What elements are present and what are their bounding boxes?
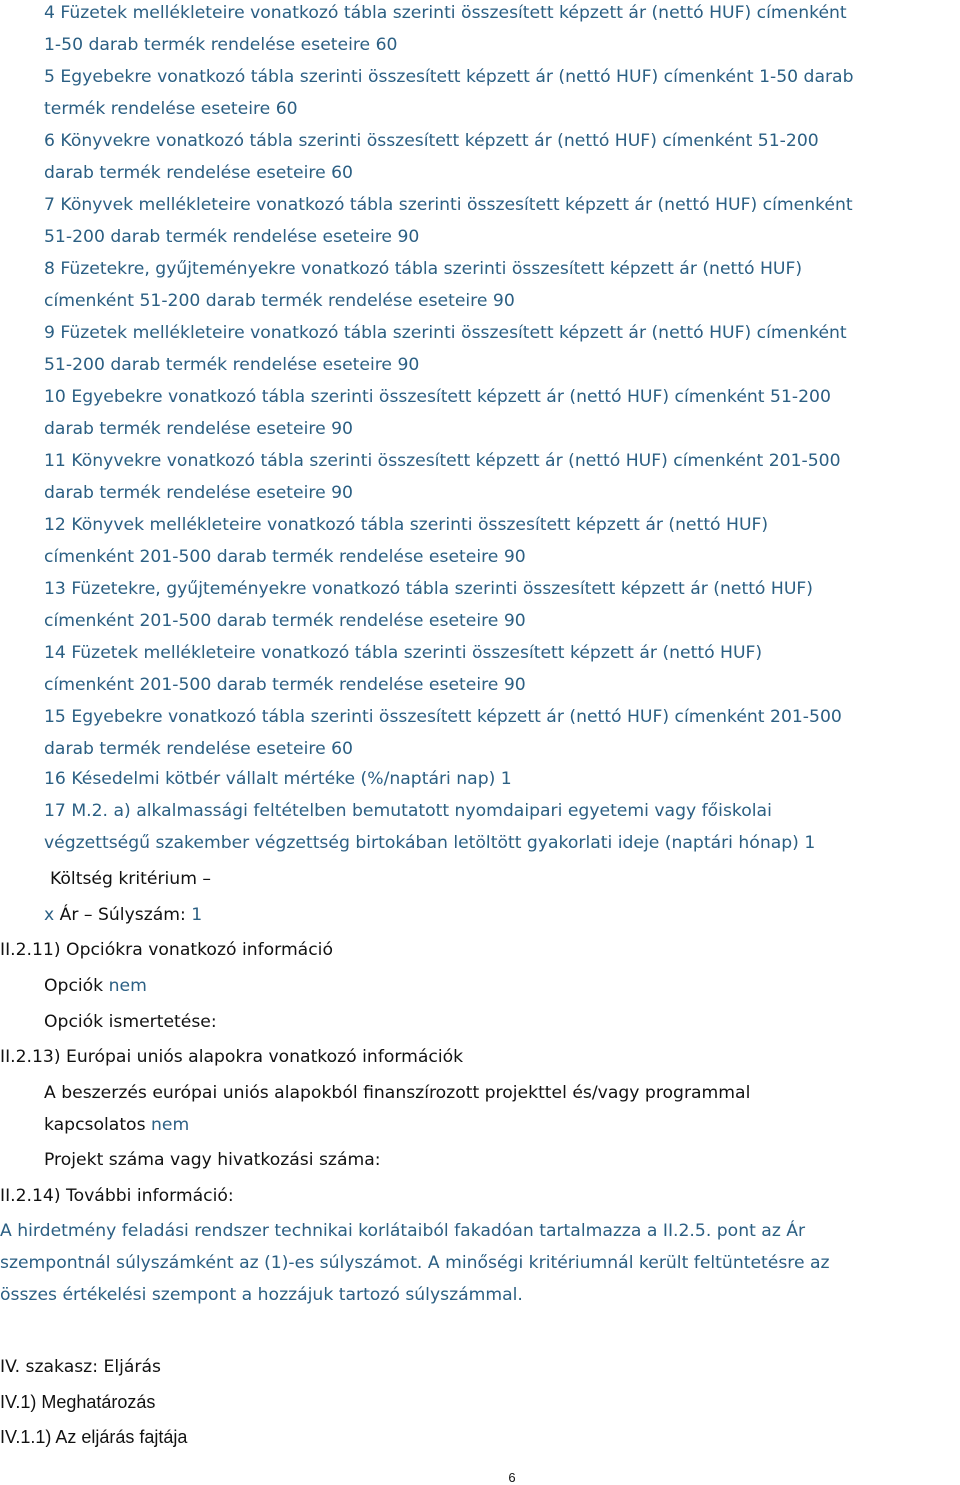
subsection-heading: IV.1.1) Az eljárás fajtája (0, 1427, 188, 1447)
criteria-line: 8 Füzetekre, gyűjteményekre vonatkozó tábla szerinti összesített képzett ár (nettó HUF) (44, 259, 803, 279)
criteria-line: 9 Füzetek mellékleteire vonatkozó tábla szerinti összesített képzett ár (nettó HUF) címenként (44, 323, 847, 343)
criteria-line: 10 Egyebekre vonatkozó tábla szerinti összesített képzett ár (nettó HUF) címenként 51-200 (44, 387, 831, 407)
criteria-line: végzettségű szakember végzettség birtokában letöltött gyakorlati ideje (naptári hónap) 1 (44, 833, 816, 853)
criteria-line: darab termék rendelése eseteire 90 (44, 483, 353, 503)
criteria-line: 5 Egyebekre vonatkozó tábla szerinti összesített képzett ár (nettó HUF) címenként 1-50 darab (44, 67, 854, 87)
additional-info-line: összes értékelési szempont a hozzájuk tartozó súlyszámmal. (0, 1285, 523, 1305)
options-row (44, 975, 147, 997)
criteria-line: 11 Könyvekre vonatkozó tábla szerinti összesített képzett ár (nettó HUF) címenként 201-500 (44, 451, 841, 471)
additional-info-heading: II.2.14) További információ: (0, 1186, 234, 1206)
criteria-line: 14 Füzetek mellékleteire vonatkozó tábla szerinti összesített képzett ár (nettó HUF) (44, 643, 763, 663)
criteria-line: 17 M.2. a) alkalmassági feltételben bemutatott nyomdaipari egyetemi vagy főiskolai (44, 801, 772, 821)
criteria-line: termék rendelése eseteire 60 (44, 99, 298, 119)
criteria-line: 6 Könyvekre vonatkozó tábla szerinti összesített képzett ár (nettó HUF) címenként 51-200 (44, 131, 819, 151)
criteria-line: 16 Késedelmi kötbér vállalt mértéke (%/naptári nap) 1 (44, 769, 512, 789)
criteria-line: darab termék rendelése eseteire 60 (44, 739, 353, 759)
options-label: Opciók (44, 976, 104, 996)
criteria-line: címenként 201-500 darab termék rendelése eseteire 90 (44, 611, 526, 631)
criteria-line: 51-200 darab termék rendelése eseteire 90 (44, 355, 420, 375)
cost-criterion-price-row (44, 904, 202, 926)
criteria-line: 4 Füzetek mellékleteire vonatkozó tábla szerinti összesített képzett ár (nettó HUF) címenként (44, 3, 847, 23)
eu-funds-question-label: kapcsolatos (44, 1115, 146, 1135)
section-heading: IV. szakasz: Eljárás (0, 1357, 161, 1377)
criteria-line: 12 Könyvek mellékleteire vonatkozó tábla szerinti összesített képzett ár (nettó HUF) (44, 515, 769, 535)
cost-criterion-label: Költség kritérium – (50, 869, 211, 889)
criteria-line: darab termék rendelése eseteire 90 (44, 419, 353, 439)
criteria-line: 1-50 darab termék rendelése eseteire 60 (44, 35, 398, 55)
project-number-label: Projekt száma vagy hivatkozási száma: (44, 1150, 381, 1170)
criteria-line: 13 Füzetekre, gyűjteményekre vonatkozó tábla szerinti összesített képzett ár (nettó HUF) (44, 579, 814, 599)
page-number: 6 (508, 1470, 516, 1485)
eu-funds-value: nem (151, 1115, 190, 1135)
additional-info-line: A hirdetmény feladási rendszer technikai korlátaiból fakadóan tartalmazza a II.2.5. pont az Ár (0, 1221, 806, 1241)
options-value: nem (108, 976, 147, 996)
criteria-line: darab termék rendelése eseteire 60 (44, 163, 353, 183)
eu-funds-question: A beszerzés európai uniós alapokból finanszírozott projekttel és/vagy programmal (44, 1083, 751, 1103)
criteria-line: címenként 51-200 darab termék rendelése eseteire 90 (44, 291, 515, 311)
price-weight-label: Ár – Súlyszám: (59, 905, 186, 925)
price-x-mark: x (44, 905, 55, 925)
eu-funds-heading: II.2.13) Európai uniós alapokra vonatkozó információk (0, 1047, 464, 1067)
criteria-line: címenként 201-500 darab termék rendelése eseteire 90 (44, 547, 526, 567)
criteria-line: 15 Egyebekre vonatkozó tábla szerinti összesített képzett ár (nettó HUF) címenként 201-500 (44, 707, 842, 727)
criteria-line: 51-200 darab termék rendelése eseteire 90 (44, 227, 420, 247)
criteria-line: 7 Könyvek mellékleteire vonatkozó tábla szerinti összesített képzett ár (nettó HUF) címenként (44, 195, 853, 215)
price-weight-value: 1 (191, 905, 203, 925)
additional-info-line: szempontnál súlyszámként az (1)-es súlyszámot. A minőségi kritériumnál került feltüntetésre az (0, 1253, 830, 1273)
options-heading: II.2.11) Opciókra vonatkozó információ (0, 940, 333, 960)
subsection-heading: IV.1) Meghatározás (0, 1392, 156, 1412)
criteria-line: címenként 201-500 darab termék rendelése eseteire 90 (44, 675, 526, 695)
eu-funds-question-row (44, 1114, 189, 1136)
options-description-label: Opciók ismertetése: (44, 1012, 217, 1032)
